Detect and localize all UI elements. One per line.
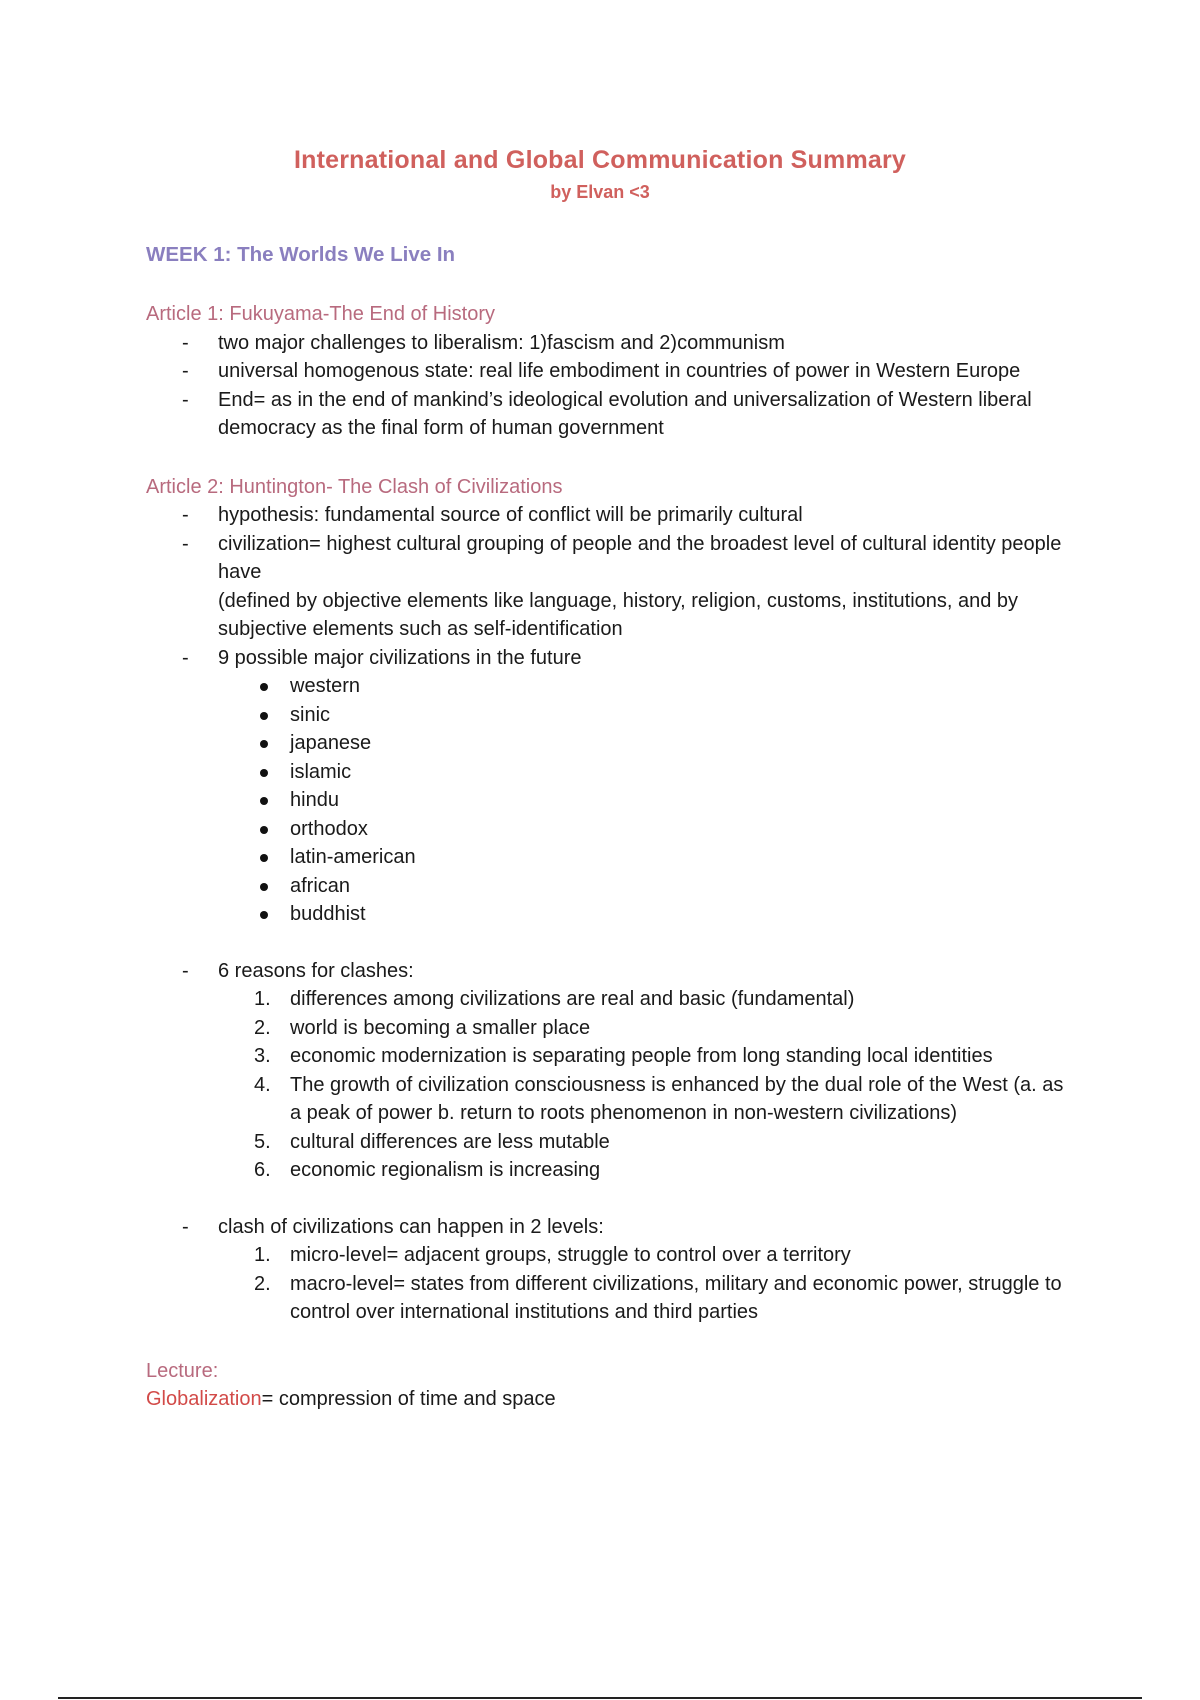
reason-text: The growth of civilization consciousness is enhanced by the dual role of the West (a. as a peak of power b. return to roots phenomenon in non-western civilizations) <box>290 1073 1064 1124</box>
levels-list <box>218 1241 1076 1327</box>
reason-text: differences among civilizations are real and basic (fundamental) <box>290 988 855 1010</box>
document-title: International and Global Communication Summary <box>293 146 907 174</box>
level-number: 1. <box>254 1244 271 1266</box>
civilization-item: western <box>218 672 1076 701</box>
levels-intro: - clash of civilizations can happen in 2 levels: <box>218 1215 604 1238</box>
reason-text: world is becoming a smaller place <box>290 1016 591 1039</box>
level-item <box>218 1241 1076 1270</box>
reason-text: cultural differences are less mutable <box>290 1130 610 1153</box>
level-item <box>218 1270 1076 1327</box>
reasons-list <box>218 985 1076 1185</box>
reason-item <box>218 985 1076 1014</box>
civilization-item: orthodox <box>218 815 1076 844</box>
document-body <box>146 300 1076 1414</box>
civilization-item: hindu <box>218 786 1076 815</box>
list-item: - End= as in the end of mankind’s ideological evolution and universalization of Western liberal democracy as the final form of human government <box>146 386 1076 443</box>
reason-item <box>218 1014 1076 1043</box>
globalization-term: Globalization <box>146 1388 262 1410</box>
list-item: - universal homogenous state: real life embodiment in countries of power in Western Europe <box>146 357 1076 386</box>
page-divider <box>58 1697 1142 1699</box>
article-2-list <box>146 501 1076 1327</box>
civilization-item: african <box>218 872 1076 901</box>
civilizations-intro: - 9 possible major civilizations in the future <box>218 646 582 669</box>
reason-text: economic regionalism is increasing <box>290 1159 601 1181</box>
week-heading: WEEK 1: The Worlds We Live In <box>146 243 456 266</box>
civilization-item: islamic <box>218 758 1076 787</box>
reasons-intro: - 6 reasons for clashes: <box>218 959 414 982</box>
list-item <box>146 1213 1076 1327</box>
list-item <box>146 530 1076 644</box>
reason-item <box>218 1071 1076 1128</box>
reason-number: 1. <box>254 988 271 1010</box>
document-subtitle: by Elvan <3 <box>550 182 650 202</box>
level-text: macro-level= states from different civilizations, military and economic power, struggle to control over international institutions and third parties <box>290 1272 1062 1323</box>
lecture-label: Lecture: <box>146 1359 219 1382</box>
reason-item <box>218 1128 1076 1157</box>
reason-number: 2. <box>254 1016 271 1039</box>
list-item: - hypothesis: fundamental source of conflict will be primarily cultural <box>146 501 1076 530</box>
civilization-item: buddhist <box>218 900 1076 929</box>
reason-number: 6. <box>254 1159 271 1181</box>
article-1-list <box>146 329 1076 443</box>
level-text: micro-level= adjacent groups, struggle to control over a territory <box>290 1244 851 1266</box>
civilization-item: japanese <box>218 729 1076 758</box>
civilizations-list <box>218 672 1076 929</box>
reason-text: economic modernization is separating people from long standing local identities <box>290 1045 993 1067</box>
list-item: - two major challenges to liberalism: 1)fascism and 2)communism <box>146 329 1076 358</box>
reason-item <box>218 1156 1076 1185</box>
article-1-title: Article 1: Fukuyama-The End of History <box>146 303 496 325</box>
list-item <box>146 957 1076 1213</box>
reason-item <box>218 1042 1076 1071</box>
globalization-text: = compression of time and space <box>261 1388 556 1410</box>
globalization-definition <box>146 1385 1076 1414</box>
civilization-item: latin-american <box>218 843 1076 872</box>
article-2-title: Article 2: Huntington- The Clash of Civilizations <box>146 475 563 498</box>
reason-number: 4. <box>254 1073 271 1096</box>
level-number: 2. <box>254 1272 271 1295</box>
list-item <box>146 644 1076 957</box>
civilization-definition: - civilization= highest cultural grouping of people and the broadest level of cultural identity people have <box>218 532 1062 583</box>
reason-number: 5. <box>254 1130 271 1153</box>
civilization-note: (defined by objective elements like language, history, religion, customs, institutions, and by subjective elements such as self-identification <box>218 589 1019 640</box>
reason-number: 3. <box>254 1045 271 1067</box>
civilization-item: sinic <box>218 701 1076 730</box>
